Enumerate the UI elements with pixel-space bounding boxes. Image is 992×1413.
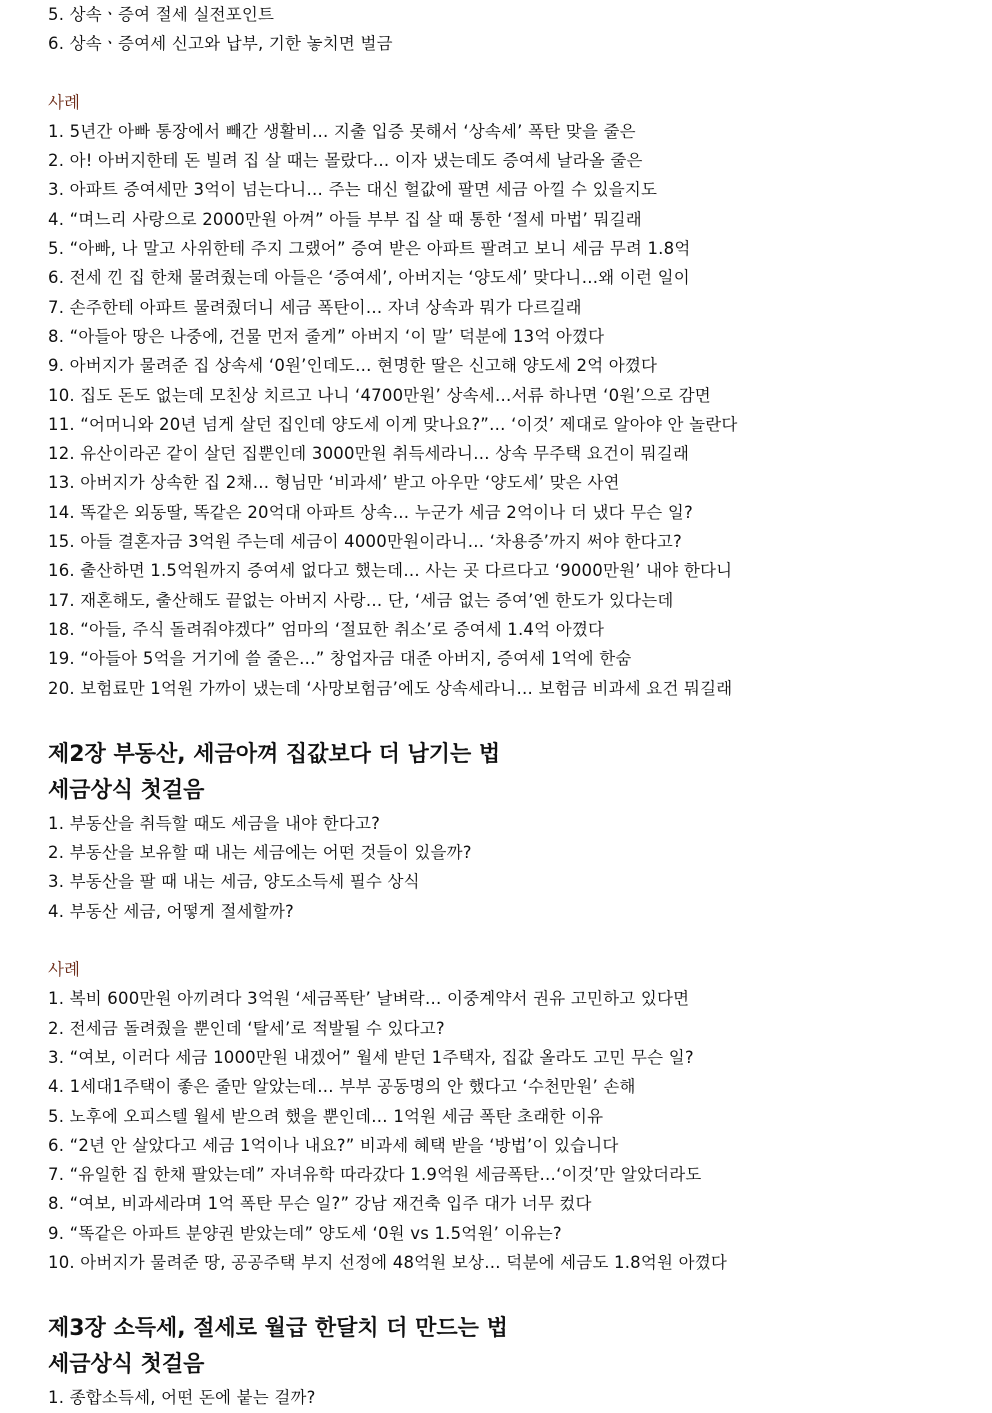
section1-case-list bbox=[48, 117, 978, 703]
list-item: 2. 부동산을 보유할 때 내는 세금에는 어떤 것들이 있을까? bbox=[48, 843, 472, 863]
case-item: 20. 보험료만 1억원 가까이 냈는데 ‘사망보험금’에도 상속세라니… 보험금 비과세 요건 뭐길래 bbox=[48, 678, 733, 698]
case-item: 19. “아들아 5억을 거기에 쓸 줄은…” 창업자금 대준 아버지, 증여세 1억에 한숨 bbox=[48, 649, 632, 669]
case-item: 18. “아들, 주식 돌려줘야겠다” 엄마의 ‘절묘한 취소’로 증여세 1.4억 아꼈다 bbox=[48, 619, 605, 639]
case-item: 17. 재혼해도, 출산해도 끝없는 아버지 사랑… 단, ‘세금 없는 증여’엔 한도가 있다는데 bbox=[48, 590, 674, 610]
case-item: 9. 아버지가 물려준 집 상속세 ‘0원’인데도… 현명한 딸은 신고해 양도세 2억 아꼈다 bbox=[48, 356, 658, 376]
case-label: 사례 bbox=[48, 92, 80, 112]
chapter-3-title: 제3장 소득세, 절세로 월급 한달치 더 만드는 법 bbox=[48, 1316, 508, 1342]
list-item: 6. 상속ㆍ증여세 신고와 납부, 기한 놓치면 벌금 bbox=[48, 34, 393, 54]
document-page bbox=[48, 0, 978, 1413]
case-item: 6. 전세 낀 집 한채 물려줬는데 아들은 ‘증여세’, 아버지는 ‘양도세’ 맞다니…왜 이런 일이 bbox=[48, 268, 690, 288]
top-items-list bbox=[48, 0, 978, 59]
case-item: 5. “아빠, 나 말고 사위한테 주지 그랬어” 증여 받은 아파트 팔려고 보니 세금 무려 1.8억 bbox=[48, 239, 691, 259]
list-item: 1. 부동산을 취득할 때도 세금을 내야 한다고? bbox=[48, 813, 381, 833]
case-item: 14. 똑같은 외동딸, 똑같은 20억대 아파트 상속… 누군가 세금 2억이나 더 냈다 무슨 일? bbox=[48, 502, 693, 522]
case-item: 10. 아버지가 물려준 땅, 공공주택 부지 선정에 48억원 보상… 덕분에 세금도 1.8억원 아꼈다 bbox=[48, 1252, 728, 1272]
list-item: 3. 부동산을 팔 때 내는 세금, 양도소득세 필수 상식 bbox=[48, 872, 420, 892]
case-item: 8. “여보, 비과세라며 1억 폭탄 무슨 일?” 강남 재건축 입주 대가 너무 컸다 bbox=[48, 1194, 592, 1214]
case-item: 16. 출산하면 1.5억원까지 증여세 없다고 했는데… 사는 곳 다르다고 ‘9000만원’ 내야 한다니 bbox=[48, 561, 733, 581]
case-item: 7. 손주한테 아파트 물려줬더니 세금 폭탄이… 자녀 상속과 뭐가 다르길래 bbox=[48, 297, 582, 317]
case-item: 1. 복비 600만원 아끼려다 3억원 ‘세금폭탄’ 날벼락… 이중계약서 권유 고민하고 있다면 bbox=[48, 989, 690, 1009]
chapter-2-basics-title: 세금상식 첫걸음 bbox=[48, 777, 205, 803]
case-item: 11. “어머니와 20년 넘게 살던 집인데 양도세 이게 맞나요?”… ‘이것’ 제대로 알아야 안 놀란다 bbox=[48, 414, 738, 434]
case-item: 2. 전세금 돌려줬을 뿐인데 ‘탈세’로 적발될 수 있다고? bbox=[48, 1018, 445, 1038]
list-item: 5. 상속ㆍ증여 절세 실전포인트 bbox=[48, 5, 275, 24]
case-item: 3. 아파트 증여세만 3억이 넘는다니… 주는 대신 헐값에 팔면 세금 아낄 수 있을지도 bbox=[48, 180, 658, 200]
list-item: 1. 종합소득세, 어떤 돈에 붙는 걸까? bbox=[48, 1388, 316, 1408]
case-item: 15. 아들 결혼자금 3억원 주는데 세금이 4000만원이라니… ‘차용증’까지 써야 한다고? bbox=[48, 532, 682, 552]
chapter-3-basics-title: 세금상식 첫걸음 bbox=[48, 1352, 205, 1378]
case-item: 2. 아! 아버지한테 돈 빌려 집 살 때는 몰랐다… 이자 냈는데도 증여세 날라올 줄은 bbox=[48, 151, 643, 171]
case-item: 6. “2년 안 살았다고 세금 1억이나 내요?” 비과세 혜택 받을 ‘방법’이 있습니다 bbox=[48, 1135, 619, 1155]
chapter-3-basics-list bbox=[48, 1383, 978, 1412]
case-item: 4. “며느리 사랑으로 2000만원 아껴” 아들 부부 집 살 때 통한 ‘절세 마법’ 뭐길래 bbox=[48, 209, 642, 229]
case-item: 7. “유일한 집 한채 팔았는데” 자녀유학 따라갔다 1.9억원 세금폭탄…‘이것’만 알았더라도 bbox=[48, 1165, 702, 1185]
case-item: 13. 아버지가 상속한 집 2채… 형님만 ‘비과세’ 받고 아우만 ‘양도세’ 맞은 사연 bbox=[48, 473, 620, 493]
case-item: 8. “아들아 땅은 나중에, 건물 먼저 줄게” 아버지 ‘이 말’ 덕분에 13억 아꼈다 bbox=[48, 326, 605, 346]
case-item: 1. 5년간 아빠 통장에서 빼간 생활비… 지출 입증 못해서 ‘상속세’ 폭탄 맞을 줄은 bbox=[48, 121, 636, 141]
list-item: 4. 부동산 세금, 어떻게 절세할까? bbox=[48, 901, 294, 921]
case-item: 9. “똑같은 아파트 분양권 받았는데” 양도세 ‘0원 vs 1.5억원’ 이유는? bbox=[48, 1223, 562, 1243]
case-item: 12. 유산이라곤 같이 살던 집뿐인데 3000만원 취득세라니… 상속 무주택 요건이 뭐길래 bbox=[48, 444, 690, 464]
chapter-2-case-list bbox=[48, 984, 978, 1277]
case-item: 5. 노후에 오피스텔 월세 받으려 했을 뿐인데… 1억원 세금 폭탄 초래한 이유 bbox=[48, 1106, 604, 1126]
chapter-2-title: 제2장 부동산, 세금아껴 집값보다 더 남기는 법 bbox=[48, 741, 501, 767]
case-item: 10. 집도 돈도 없는데 모친상 치르고 나니 ‘4700만원’ 상속세…서류 하나면 ‘0원’으로 감면 bbox=[48, 385, 711, 405]
case-label: 사례 bbox=[48, 960, 80, 980]
chapter-2-basics-list bbox=[48, 809, 978, 926]
case-item: 4. 1세대1주택이 좋은 줄만 알았는데… 부부 공동명의 안 했다고 ‘수천만원’ 손해 bbox=[48, 1077, 636, 1097]
case-item: 3. “여보, 이러다 세금 1000만원 내겠어” 월세 받던 1주택자, 집값 올라도 고민 무슨 일? bbox=[48, 1047, 694, 1067]
